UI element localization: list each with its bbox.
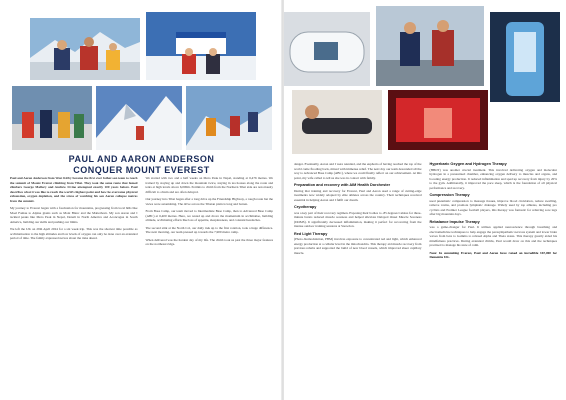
climbers-on-ridge-photo bbox=[186, 86, 272, 150]
summit-flag-photo bbox=[146, 12, 256, 80]
body-paragraph: was a game-changer for Paul. It utilises applied neuroscience through breathing and electromedicine techniques to help engage the parasympathetic nervous system and lower brain waves from beta to Gamma to relaxed Alpha and Theta states. This therapy greatly aided his mindfulness practices. During extended climbs, Paul would draw on this and the techniques practised to manage his state of calm. bbox=[429, 225, 557, 247]
body-paragraph: We started with two and a half weeks on Mera Peak in Nepal, standing at 6,476 metres. We trained by staying up and down the mountain twice, staying in tea houses along the route and tents at high levels above 6,000m. Permits to climb from the Northern Tibet side are notoriously difficult to obtain and are often delayed. bbox=[145, 176, 273, 194]
cryotherapy-chamber-photo bbox=[490, 12, 560, 102]
article-title bbox=[0, 154, 283, 176]
expedition-team-photo bbox=[12, 86, 92, 150]
section-heading: Rebalance Impulse Therapy bbox=[429, 219, 480, 224]
title-line-2: CONQUER MOUNT EVEREST bbox=[73, 165, 210, 175]
body-paragraph: My journey to Everest began with a fascination for mountains, progressing from local hills like Moel Famau to Alpine giants such as Mont Blanc and the Matterhorn. My son Aaron and I tackled peaks like Mera Peak in Nepal, Denali in North America and Aconcagua in South America, building our skills and pushing our limits. bbox=[10, 206, 138, 224]
section-heading: Cryotherapy bbox=[294, 205, 317, 209]
climbers-group-photo bbox=[30, 18, 140, 80]
right-page-body bbox=[294, 162, 557, 392]
body-paragraph: We left the UK on 29th April 2024 for a six week trip. This was the shortest time possible as acclimatisation to the high altitudes and low levels of oxygen can only be done over an extended period of time. The family expressed nerves about the risks ahead. bbox=[10, 227, 138, 240]
section-heading: Preparation and recovery with AIM Health Dorchester bbox=[294, 183, 391, 187]
right-page bbox=[283, 0, 566, 400]
intro-paragraph: Paul and Aaron Anderson from West Kirby became the first ever father-son team to reach the summit of Mount Everest climbing from Tibet. They took the same route that famed climbers George Mallory and Andrew Irvine attempted exactly 100 years before. Paul describes what it was like to reach the world's highest point and how he overcame physical exhaustion, oxygen depletion, and the stress of watching his son Aaron collapse metres from the summit. bbox=[10, 176, 138, 203]
title-line-1: PAUL AND AARON ANDERSON bbox=[68, 154, 215, 164]
section-heading: Red Light Therapy bbox=[294, 231, 328, 236]
body-paragraph: During that training and recovery for Everest, Paul and Aaron used a range of cutting-edge treatments now widely adopted by elite athletes across the country. Their techniques received essential in helping Aaron and I fulfil our dream. bbox=[294, 188, 422, 202]
compression-therapy-photo bbox=[292, 90, 382, 154]
body-paragraph: Our journey into Tibet began after a long drive up the Friendship Highway, a rough route but the views were astonishing. The drive across the Tibetan plain is long and barren. bbox=[145, 197, 273, 206]
section-heading: Hyperbaric Oxygen and Hydrogen Therapy bbox=[429, 162, 507, 166]
hyperbaric-chamber-photo bbox=[284, 12, 370, 86]
mountain-summit-photo bbox=[96, 86, 182, 150]
body-paragraph: When delivered was the hardest day of my life. The climb took us past the three major features on the northeast ridge. bbox=[145, 237, 273, 246]
left-page-body bbox=[10, 176, 273, 392]
fundraising-note: Note: In summiting Everest, Paul and Aaron have raised an incredible £67,000 for Dementia UK. bbox=[429, 250, 557, 259]
red-light-therapy-photo bbox=[388, 90, 488, 150]
climbers-celebrating-photo bbox=[376, 6, 484, 86]
body-paragraph: The second stint at the North Col, our daily trek up to the first rotation, took a huge difference. The next morning, our team pressed up towards the 7,900 metre camp. bbox=[145, 225, 273, 234]
body-paragraph: was a key part of their recovery regimen. Exposing their bodies to -85 degrees Celsius for three-minute bursts reduced muscle soreness and helped alleviate Delayed Onset Muscle Soreness (DOMS). It significantly decreased inflammation, making it perfect for recovering from the intense outdoor training sessions at Snowdon. bbox=[294, 210, 422, 228]
body-paragraph: (HBOT) was another crucial treatment. This involved delivering oxygen and molecular hydrogen in a pressurised chamber, enhancing oxygen delivery to muscles and organs, and boosting energy production. It reduced inflammation and sped up recovery from injury by 20% to the gym. Additionally, it improved the pace sleep, which is the foundation of all physical performance and recovery. bbox=[429, 167, 557, 190]
body-paragraph: danger. Eventually, Aaron and I were reunited, and the euphoria of having reached the top of the world came flooding back, mixed with immense relief. The next day our team descended all the way to Advanced Base Camp (ABC), where we could finally reflect on our achievement. At this point, my wife called to tell us she was in contact with family. bbox=[294, 162, 422, 180]
section-heading: Compression Therapy bbox=[429, 193, 470, 197]
body-paragraph: used pneumatic compression to massage tissues, improve blood circulation, reduce swelling, remove toxins, and promote lymphatic drainage. Widely used by top athletes, including pro cyclists and Premier League football players, this therapy was fantastic for relieving sore legs after big mountain days. bbox=[429, 198, 557, 216]
body-paragraph: (Photo-biomodulation, PBM) involves exposure to concentrated red and light, which enhanced energy production at a cellular level in the mitochondria. This therapy aid muscle recovery from previous rehabs and supported the build of new blood vessels, which improved sheer capillary muscle. bbox=[294, 237, 422, 255]
body-paragraph: From Base Camp, our team moved to Intermediate Base Camp, then to Advanced Base Camp (ABC) at 6,400 metres. Here, we rested up and drove the momentum in acclimatise, building altitude, acclimating efforts like loss of appetite, sleeplessness, and constant headaches. bbox=[145, 209, 273, 222]
